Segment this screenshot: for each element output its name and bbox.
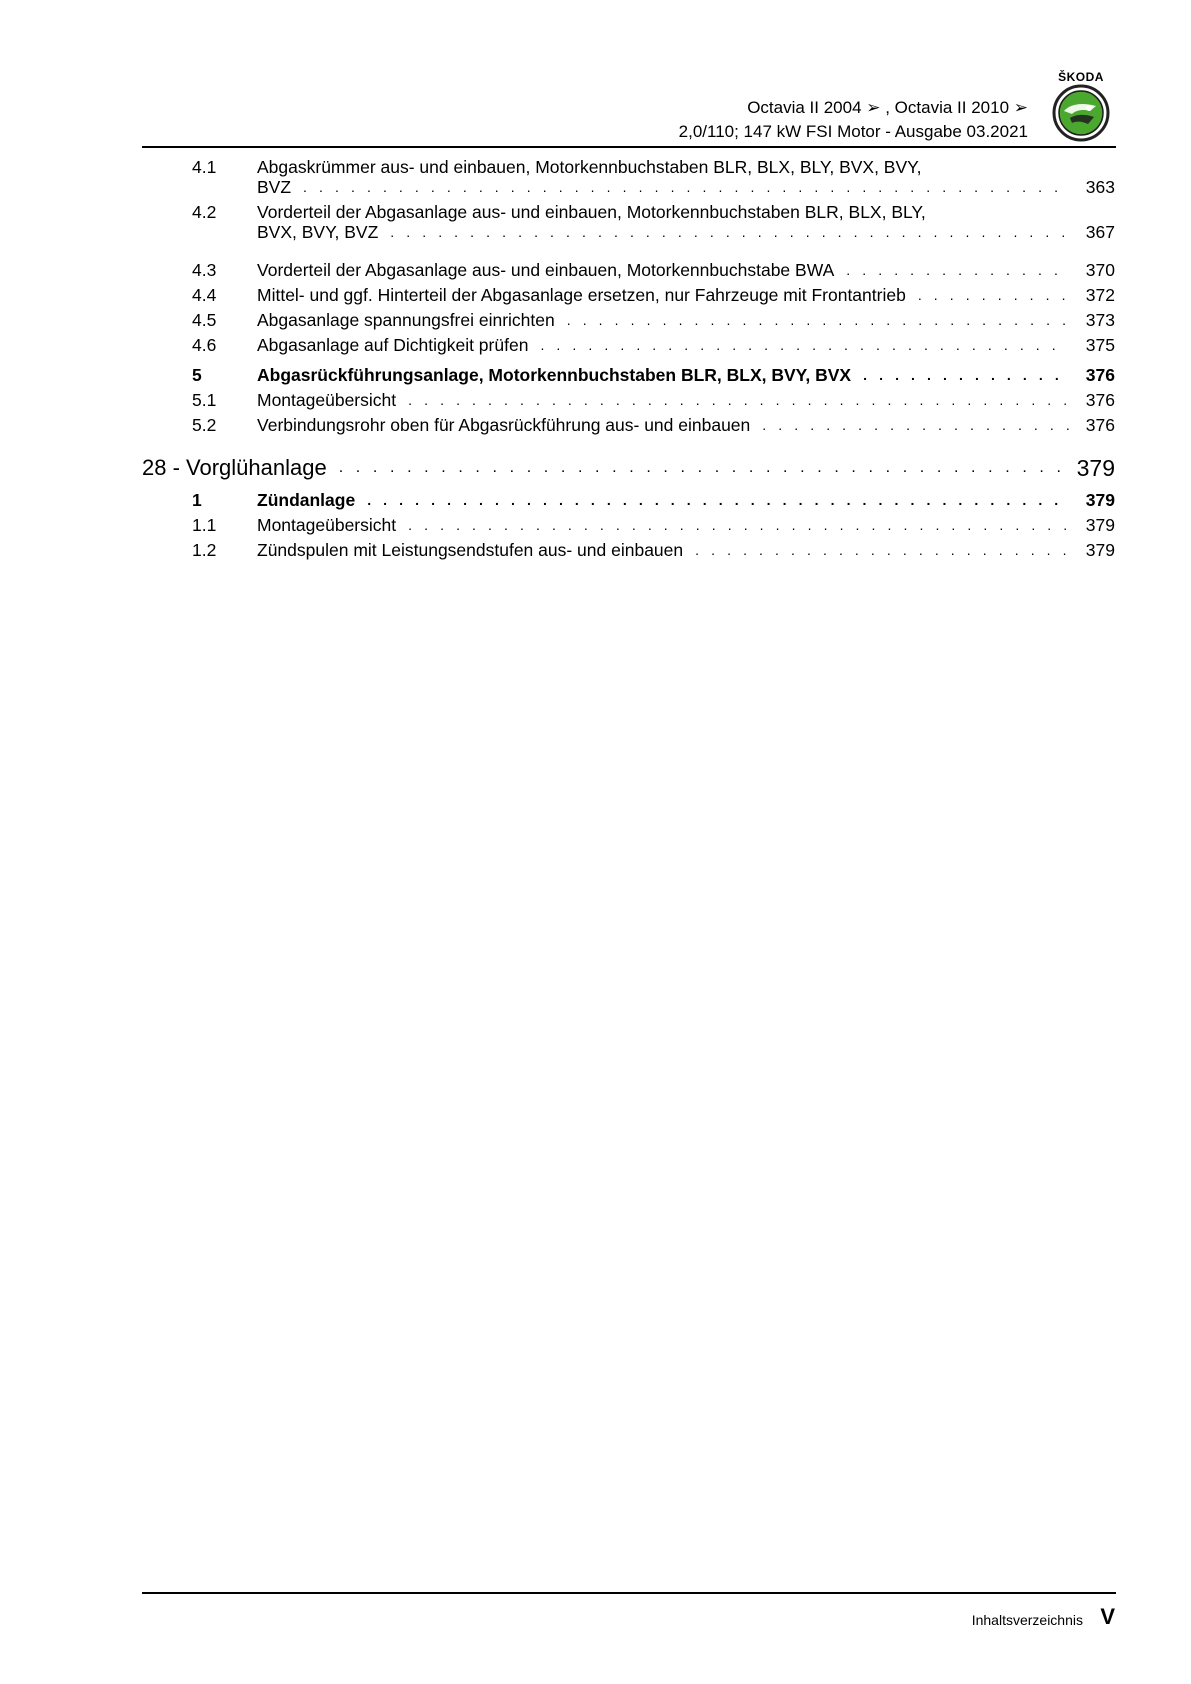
footer-rule	[142, 1592, 1116, 1594]
toc-entry-title: Vorderteil der Abgasanlage aus- und einbauen, Motorkennbuchstaben BLR, BLX, BLY,	[257, 202, 926, 222]
document-header	[679, 96, 1028, 144]
toc-entry-number: 5	[192, 365, 202, 385]
toc-entry-number: 4.5	[192, 310, 217, 330]
toc-entry-number: 4.1	[192, 157, 217, 177]
toc-entry-title: Zündspulen mit Leistungsendstufen aus- und einbauen	[257, 540, 684, 560]
toc-entry-page: 370	[1085, 260, 1115, 280]
toc-entry-page: 379	[1085, 490, 1115, 510]
toc-entry-title: Montageübersicht	[257, 515, 397, 535]
leader-dots	[918, 285, 1069, 305]
toc-entry-title-cont: BVZ	[257, 177, 292, 197]
leader-dots	[540, 335, 1069, 355]
toc-entry-page: 367	[1085, 222, 1115, 242]
leader-dots	[303, 177, 1069, 197]
toc-chapter-page: 379	[1076, 455, 1115, 481]
header-model-line: Octavia II 2004 ➢ , Octavia II 2010 ➢	[747, 98, 1028, 117]
toc-entry-number: 4.6	[192, 335, 217, 355]
toc-entry-page: 375	[1085, 335, 1115, 355]
leader-dots	[408, 390, 1069, 410]
toc-chapter-title: 28 - Vorglühanlage	[142, 455, 327, 480]
toc-entry-title: Zündanlage	[257, 490, 356, 510]
footer-section-label: Inhaltsverzeichnis	[971, 1612, 1083, 1628]
toc-entry-number: 4.2	[192, 202, 217, 222]
leader-dots	[863, 365, 1069, 385]
toc-entry-page: 363	[1085, 177, 1115, 197]
header-rule	[142, 146, 1116, 148]
footer-page-number: V	[1100, 1604, 1115, 1629]
toc-entry-page: 376	[1085, 365, 1115, 385]
toc-entry-title: Vorderteil der Abgasanlage aus- und einbauen, Motorkennbuchstabe BWA	[257, 260, 835, 280]
header-engine-line: 2,0/110; 147 kW FSI Motor - Ausgabe 03.2021	[678, 122, 1028, 141]
toc-entry-title: Mittel- und ggf. Hinterteil der Abgasanlage ersetzen, nur Fahrzeuge mit Frontantrieb	[257, 285, 906, 305]
toc-entry-title-cont: BVX, BVY, BVZ	[257, 222, 379, 242]
toc-entry-title: Abgasanlage spannungsfrei einrichten	[257, 310, 555, 330]
skoda-logo-icon	[1052, 84, 1110, 142]
toc-entry-number: 1.2	[192, 540, 217, 560]
leader-dots	[408, 515, 1069, 535]
toc-entry-page: 372	[1085, 285, 1115, 305]
leader-dots	[695, 540, 1069, 560]
toc-entry-number: 4.4	[192, 285, 217, 305]
leader-dots	[567, 310, 1069, 330]
toc-entry-number: 4.3	[192, 260, 217, 280]
toc-entry-number: 5.2	[192, 415, 217, 435]
toc-entry-page: 379	[1085, 515, 1115, 535]
toc-entry-number: 1.1	[192, 515, 217, 535]
leader-dots	[367, 490, 1069, 510]
toc-entry-page: 379	[1085, 540, 1115, 560]
toc-entry-number: 1	[192, 490, 202, 510]
leader-dots	[390, 222, 1069, 242]
toc-entry-title: Verbindungsrohr oben für Abgasrückführung aus- und einbauen	[257, 415, 751, 435]
toc-entry-title: Abgasrückführungsanlage, Motorkennbuchstaben BLR, BLX, BVY, BVX	[257, 365, 852, 385]
toc-entry-title: Abgasanlage auf Dichtigkeit prüfen	[257, 335, 529, 355]
toc-entry-page: 373	[1085, 310, 1115, 330]
toc-entry-title: Montageübersicht	[257, 390, 397, 410]
toc-entry-page: 376	[1085, 390, 1115, 410]
leader-dots	[762, 415, 1069, 435]
toc-entry-title: Abgaskrümmer aus- und einbauen, Motorkennbuchstaben BLR, BLX, BLY, BVX, BVY,	[257, 157, 922, 177]
leader-dots	[339, 455, 1069, 481]
leader-dots	[846, 260, 1069, 280]
toc-entry-number: 5.1	[192, 390, 217, 410]
toc-entry-page: 376	[1085, 415, 1115, 435]
brand-wordmark: ŠKODA	[1058, 70, 1104, 84]
